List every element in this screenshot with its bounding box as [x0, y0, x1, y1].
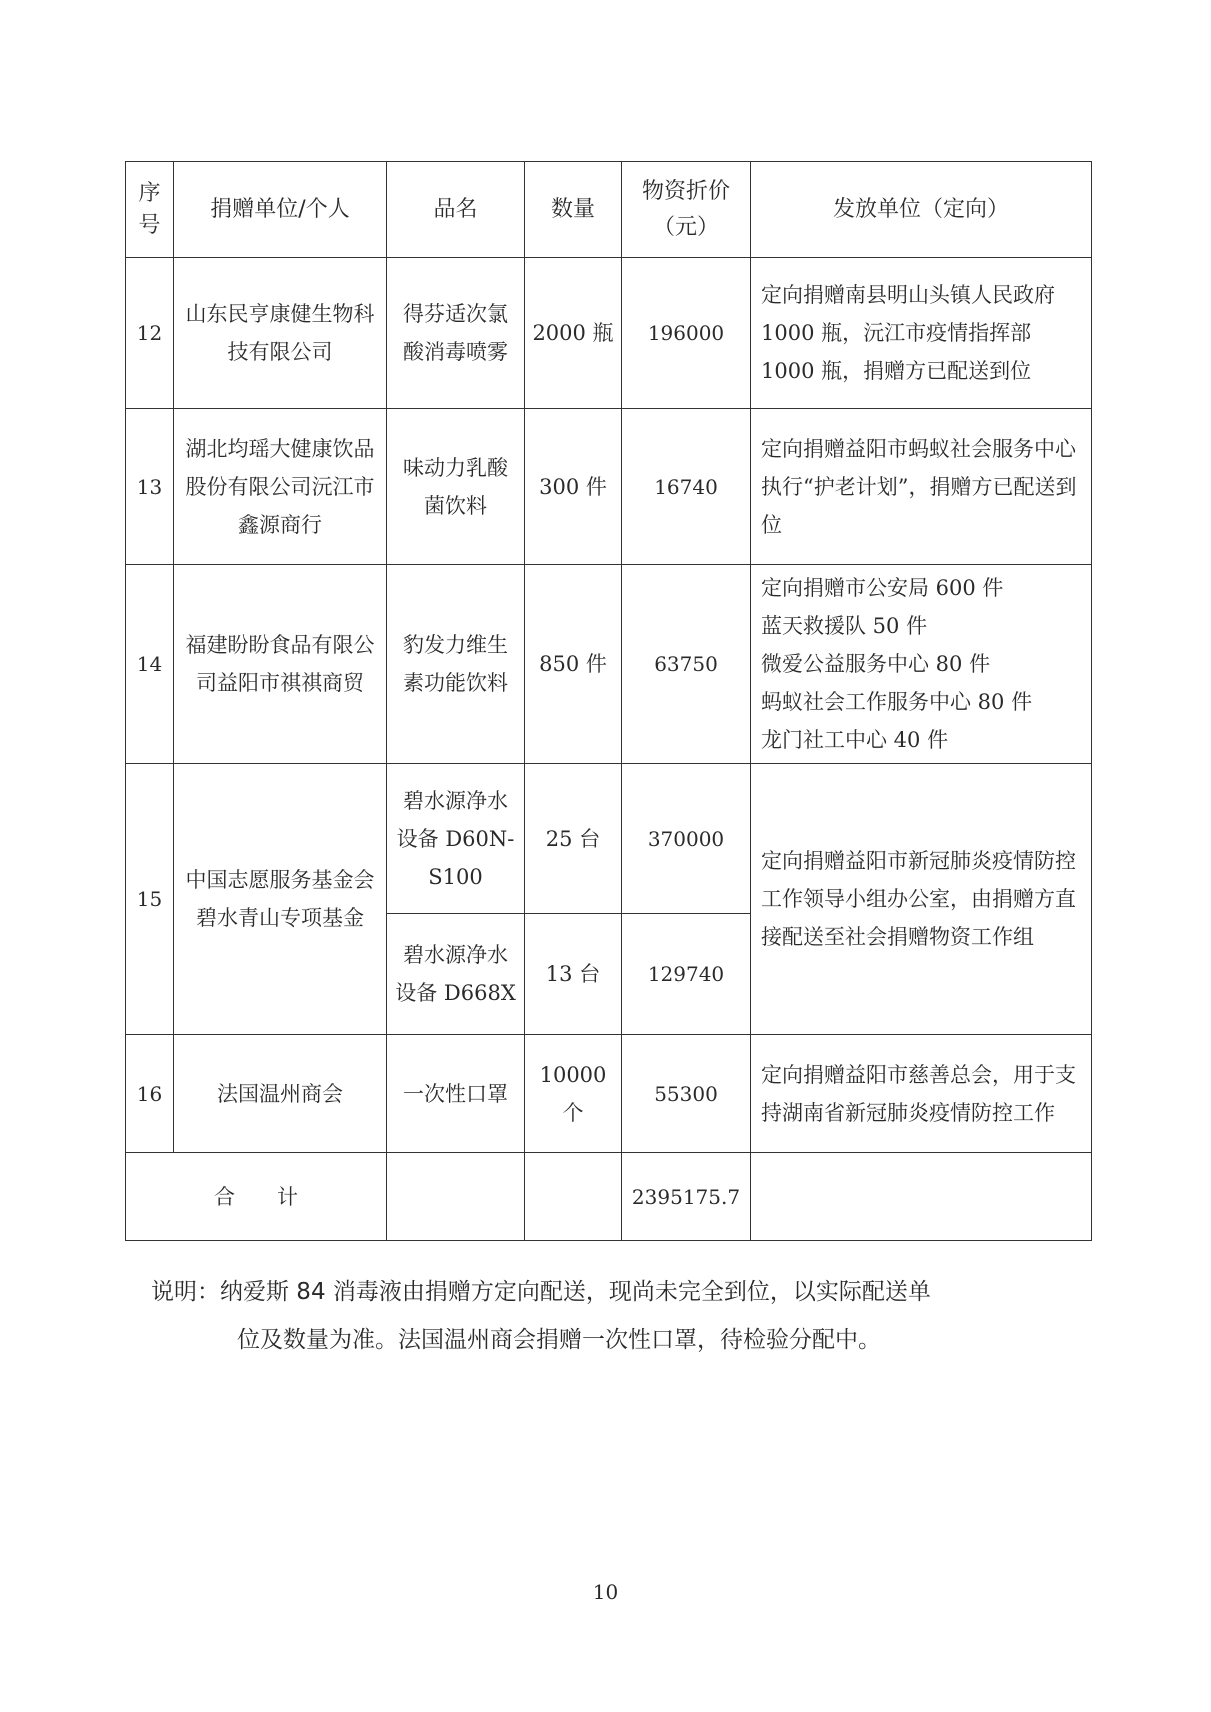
row-item: 豹发力维生素功能饮料	[387, 565, 525, 764]
row-destination	[751, 565, 1092, 764]
table-row	[126, 1035, 1092, 1153]
row-destination: 定向捐赠益阳市新冠肺炎疫情防控工作领导小组办公室，由捐赠方直接配送至社会捐赠物资工作组	[751, 764, 1092, 1035]
row-no: 15	[126, 764, 174, 1035]
total-empty-item	[387, 1153, 525, 1241]
row-value: 63750	[622, 565, 751, 764]
table-row	[126, 409, 1092, 565]
row-item: 味动力乳酸菌饮料	[387, 409, 525, 565]
table-header-row	[126, 162, 1092, 258]
header-quantity: 数量	[525, 162, 622, 258]
row-donor: 法国温州商会	[174, 1035, 387, 1153]
row-item: 碧水源净水设备 D668X	[387, 914, 525, 1035]
row-donor: 福建盼盼食品有限公司益阳市祺祺商贸	[174, 565, 387, 764]
row-destination: 定向捐赠南县明山头镇人民政府 1000 瓶，沅江市疫情指挥部 1000 瓶，捐赠方已配送到位	[751, 258, 1092, 409]
row-item: 一次性口罩	[387, 1035, 525, 1153]
row-value: 370000	[622, 764, 751, 914]
header-item: 品名	[387, 162, 525, 258]
total-empty-destination	[751, 1153, 1092, 1241]
total-value: 2395175.7	[622, 1153, 751, 1241]
row-quantity: 2000 瓶	[525, 258, 622, 409]
row-no: 13	[126, 409, 174, 565]
row-item: 碧水源净水设备 D60N-S100	[387, 764, 525, 914]
row-item: 得芬适次氯酸消毒喷雾	[387, 258, 525, 409]
row-donor: 中国志愿服务基金会碧水青山专项基金	[174, 764, 387, 1035]
table-row	[126, 764, 1092, 914]
row-no: 12	[126, 258, 174, 409]
header-donor: 捐赠单位/个人	[174, 162, 387, 258]
table-row	[126, 258, 1092, 409]
row-value: 196000	[622, 258, 751, 409]
row-donor: 湖北均瑶大健康饮品股份有限公司沅江市鑫源商行	[174, 409, 387, 565]
destination-line: 微爱公益服务中心 80 件	[761, 652, 991, 676]
page-number: 10	[592, 1580, 619, 1604]
donation-table	[125, 161, 1092, 1241]
destination-line: 定向捐赠市公安局 600 件	[761, 576, 1004, 600]
row-no: 14	[126, 565, 174, 764]
destination-line: 蓝天救援队 50 件	[761, 614, 928, 638]
row-value: 16740	[622, 409, 751, 565]
row-quantity: 25 台	[525, 764, 622, 914]
row-donor: 山东民亨康健生物科技有限公司	[174, 258, 387, 409]
row-value: 129740	[622, 914, 751, 1035]
destination-line: 蚂蚁社会工作服务中心 80 件	[761, 690, 1033, 714]
header-destination: 发放单位（定向）	[751, 162, 1092, 258]
destination-line: 龙门社工中心 40 件	[761, 728, 949, 752]
note-paragraph	[151, 1268, 1081, 1364]
row-quantity: 850 件	[525, 565, 622, 764]
header-value: 物资折价（元）	[622, 162, 751, 258]
row-destination: 定向捐赠益阳市蚂蚁社会服务中心执行“护老计划”，捐赠方已配送到位	[751, 409, 1092, 565]
table-row	[126, 565, 1092, 764]
row-destination: 定向捐赠益阳市慈善总会，用于支持湖南省新冠肺炎疫情防控工作	[751, 1035, 1092, 1153]
note-line-2: 位及数量为准。法国温州商会捐赠一次性口罩，待检验分配中。	[237, 1327, 881, 1353]
note-line-1: 说明：纳爱斯 84 消毒液由捐赠方定向配送，现尚未完全到位，以实际配送单	[151, 1279, 931, 1305]
row-value: 55300	[622, 1035, 751, 1153]
total-empty-quantity	[525, 1153, 622, 1241]
header-no: 序号	[126, 162, 174, 258]
row-quantity: 13 台	[525, 914, 622, 1035]
row-quantity: 300 件	[525, 409, 622, 565]
row-no: 16	[126, 1035, 174, 1153]
total-label: 合 计	[126, 1153, 387, 1241]
total-row	[126, 1153, 1092, 1241]
row-quantity: 10000 个	[525, 1035, 622, 1153]
